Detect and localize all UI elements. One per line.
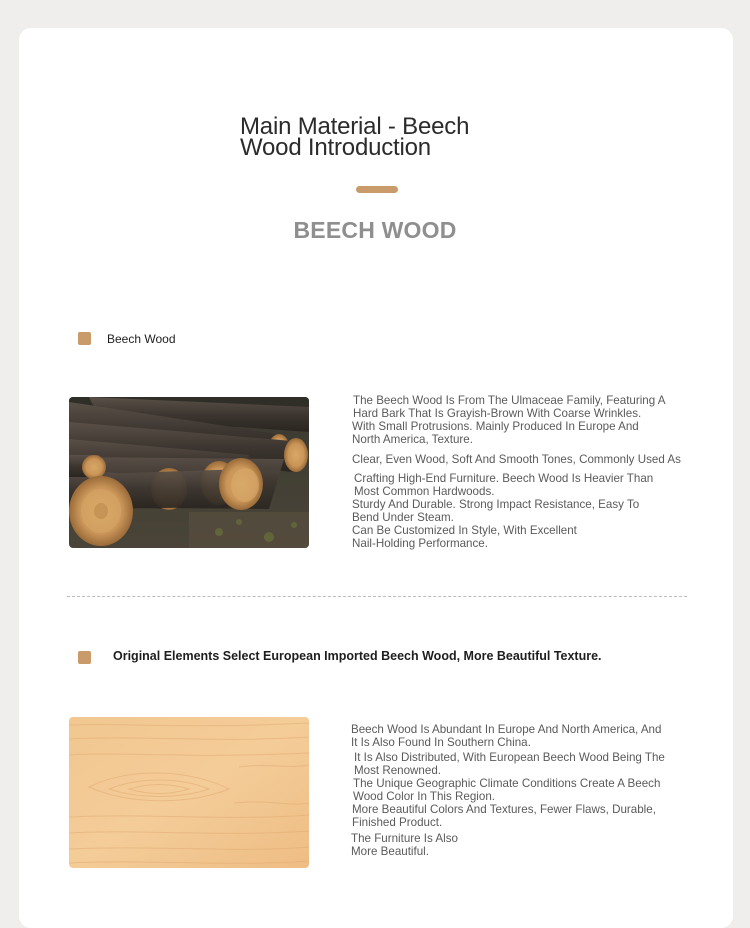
beech-logs-image (69, 397, 309, 548)
section2-line: Finished Product. (352, 816, 443, 829)
section1-line: With Small Protrusions. Mainly Produced In Europe And (352, 420, 639, 433)
section2-description (351, 723, 665, 858)
section-label-original-elements: Original Elements Select European Imported Beech Wood, More Beautiful Texture. (113, 649, 602, 663)
section1-line: Bend Under Steam. (352, 511, 454, 524)
section1-description (352, 394, 681, 550)
beech-logs-photo (69, 397, 309, 548)
section-bullet (78, 332, 91, 345)
section2-line: It Is Also Found In Southern China. (351, 736, 531, 749)
beech-grain-texture (69, 717, 309, 868)
section2-line: Beech Wood Is Abundant In Europe And North America, And (351, 723, 662, 736)
page-title-line-1: Main Material - Beech (240, 113, 470, 140)
section-subtitle: BEECH WOOD (293, 217, 457, 243)
section1-line: Clear, Even Wood, Soft And Smooth Tones, Commonly Used As (352, 453, 681, 466)
beech-grain-image (69, 717, 309, 868)
section-divider (67, 596, 687, 597)
section1-line: Most Common Hardwoods. (354, 485, 495, 498)
section1-line: The Beech Wood Is From The Ulmaceae Family, Featuring A (353, 394, 666, 407)
section2-line: Wood Color In This Region. (353, 790, 495, 803)
section2-line: More Beautiful. (351, 845, 429, 858)
page-title-line-2: Wood Introduction (240, 134, 431, 161)
section-label-beech-wood: Beech Wood (107, 332, 176, 346)
section2-line: More Beautiful Colors And Textures, Fewer Flaws, Durable, (352, 803, 656, 816)
page-title (240, 113, 530, 161)
section2-line: The Unique Geographic Climate Conditions Create A Beech (353, 777, 661, 790)
section1-line: Sturdy And Durable. Strong Impact Resistance, Easy To (352, 498, 640, 511)
section2-line: It Is Also Distributed, With European Beech Wood Being The (354, 751, 665, 764)
section1-line: Nail-Holding Performance. (352, 537, 488, 550)
section1-line: Crafting High-End Furniture. Beech Wood Is Heavier Than (354, 472, 654, 485)
title-accent-bar (356, 186, 398, 193)
section2-line: The Furniture Is Also (351, 832, 458, 845)
section-bullet (78, 651, 91, 664)
section1-line: Can Be Customized In Style, With Excellent (352, 524, 577, 537)
section1-line: North America, Texture. (352, 433, 473, 446)
section1-line: Hard Bark That Is Grayish-Brown With Coarse Wrinkles. (353, 407, 642, 420)
section2-line: Most Renowned. (354, 764, 441, 777)
